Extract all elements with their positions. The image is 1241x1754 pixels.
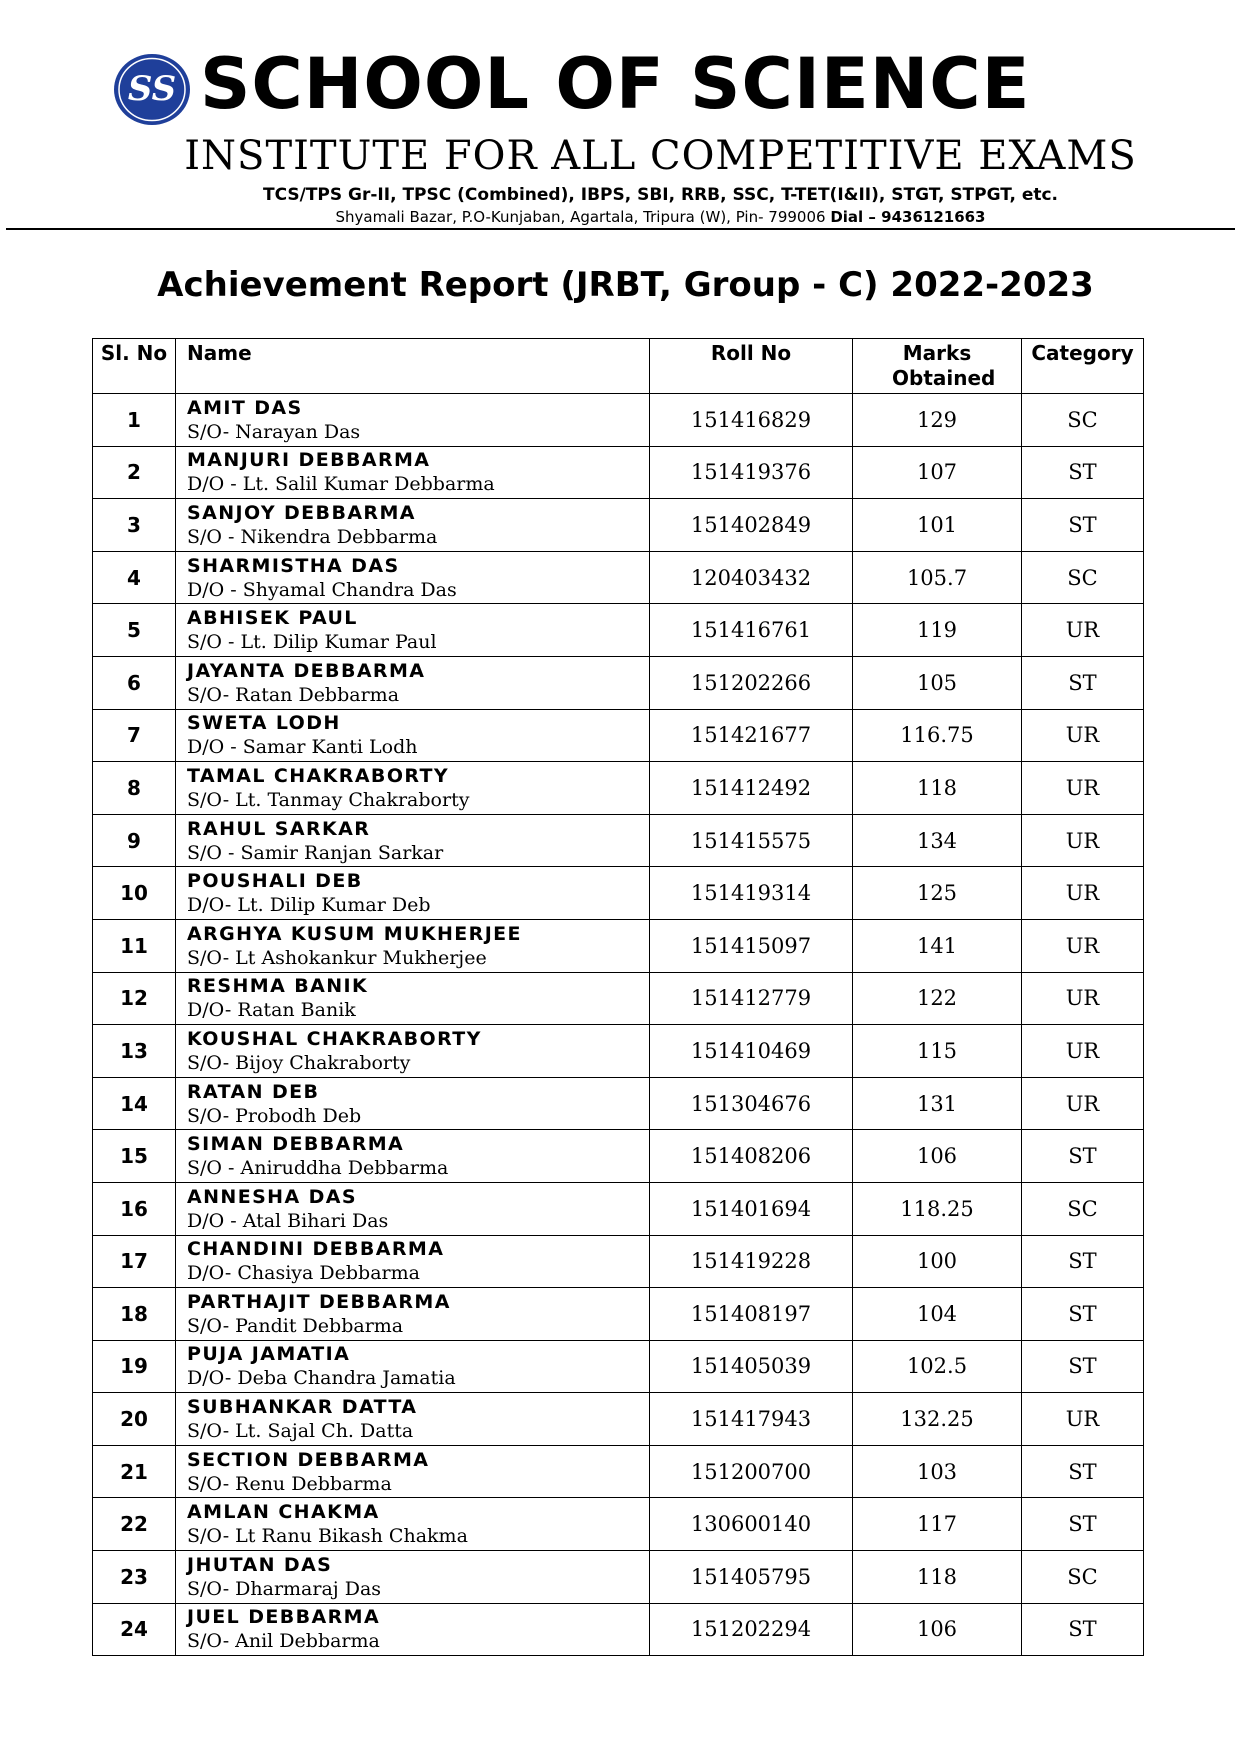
marks-obtained: 106 — [853, 1130, 1022, 1183]
parent-name: S/O - Samir Ranjan Sarkar — [187, 841, 444, 864]
roll-number: 151402849 — [650, 499, 853, 552]
marks-obtained: 101 — [853, 499, 1022, 552]
name-cell — [176, 972, 650, 1025]
name-cell — [176, 1182, 650, 1235]
serial-number: 5 — [93, 604, 176, 657]
name-cell — [176, 1025, 650, 1078]
roll-number: 151408206 — [650, 1130, 853, 1183]
candidate-name: RAHUL SARKAR — [187, 817, 371, 840]
parent-name: D/O - Samar Kanti Lodh — [187, 736, 418, 759]
candidate-name: AMIT DAS — [187, 396, 303, 419]
parent-name: S/O- Pandit Debbarma — [187, 1314, 404, 1337]
table-row — [93, 762, 1144, 815]
serial-number: 4 — [93, 551, 176, 604]
serial-number: 14 — [93, 1077, 176, 1130]
category: UR — [1022, 814, 1144, 867]
institute-tagline: INSTITUTE FOR ALL COMPETITIVE EXAMS — [184, 133, 1137, 179]
serial-number: 23 — [93, 1551, 176, 1604]
serial-number: 15 — [93, 1130, 176, 1183]
roll-number: 130600140 — [650, 1498, 853, 1551]
parent-name: S/O- Ratan Debbarma — [187, 683, 400, 706]
category: UR — [1022, 972, 1144, 1025]
category: ST — [1022, 499, 1144, 552]
name-cell — [176, 1603, 650, 1656]
parent-name: S/O- Anil Debbarma — [187, 1630, 380, 1653]
name-cell — [176, 499, 650, 552]
table-row — [93, 604, 1144, 657]
roll-number: 151417943 — [650, 1393, 853, 1446]
candidate-name: TAMAL CHAKRABORTY — [187, 764, 450, 787]
svg-text:SS: SS — [127, 69, 177, 109]
header-divider — [6, 228, 1235, 230]
marks-obtained: 125 — [853, 867, 1022, 920]
candidate-name: SWETA LODH — [187, 712, 341, 735]
column-header-marks — [853, 339, 1022, 394]
category: ST — [1022, 1130, 1144, 1183]
name-cell — [176, 656, 650, 709]
candidate-name: PUJA JAMATIA — [187, 1343, 351, 1366]
roll-number: 151416829 — [650, 394, 853, 447]
letterhead — [0, 0, 1241, 232]
serial-number: 22 — [93, 1498, 176, 1551]
parent-name: S/O- Lt Ranu Bikash Chakma — [187, 1525, 468, 1548]
table-row — [93, 499, 1144, 552]
roll-number: 151412492 — [650, 762, 853, 815]
column-header-name: Name — [176, 339, 650, 394]
candidate-name: JUEL DEBBARMA — [187, 1606, 381, 1629]
table-row — [93, 1235, 1144, 1288]
table-row — [93, 814, 1144, 867]
serial-number: 2 — [93, 446, 176, 499]
name-cell — [176, 1235, 650, 1288]
roll-number: 151304676 — [650, 1077, 853, 1130]
marks-obtained: 118 — [853, 1551, 1022, 1604]
roll-number: 120403432 — [650, 551, 853, 604]
category: ST — [1022, 446, 1144, 499]
serial-number: 21 — [93, 1445, 176, 1498]
roll-number: 151415575 — [650, 814, 853, 867]
parent-name: S/O - Aniruddha Debbarma — [187, 1157, 449, 1180]
serial-number: 13 — [93, 1025, 176, 1078]
table-row — [93, 394, 1144, 447]
candidate-name: AMLAN CHAKMA — [187, 1501, 380, 1524]
serial-number: 3 — [93, 499, 176, 552]
column-header-sl-no: Sl. No — [93, 339, 176, 394]
serial-number: 19 — [93, 1340, 176, 1393]
roll-number: 151419376 — [650, 446, 853, 499]
category: UR — [1022, 867, 1144, 920]
table-row — [93, 867, 1144, 920]
candidate-name: SECTION DEBBARMA — [187, 1448, 430, 1471]
parent-name: S/O- Lt. Tanmay Chakraborty — [187, 788, 470, 811]
table-body — [93, 394, 1144, 1656]
category: UR — [1022, 604, 1144, 657]
parent-name: S/O- Renu Debbarma — [187, 1472, 392, 1495]
parent-name: D/O- Lt. Dilip Kumar Deb — [187, 894, 431, 917]
table-row — [93, 1340, 1144, 1393]
roll-number: 151200700 — [650, 1445, 853, 1498]
name-cell — [176, 1393, 650, 1446]
table-row — [93, 656, 1144, 709]
roll-number: 151415097 — [650, 919, 853, 972]
parent-name: D/O - Atal Bihari Das — [187, 1209, 389, 1232]
parent-name: S/O- Bijoy Chakraborty — [187, 1051, 411, 1074]
serial-number: 11 — [93, 919, 176, 972]
candidate-name: ARGHYA KUSUM MUKHERJEE — [187, 922, 522, 945]
roll-number: 151202266 — [650, 656, 853, 709]
table-row — [93, 709, 1144, 762]
marks-obtained: 100 — [853, 1235, 1022, 1288]
candidate-name: RESHMA BANIK — [187, 975, 369, 998]
parent-name: S/O - Lt. Dilip Kumar Paul — [187, 631, 437, 654]
serial-number: 17 — [93, 1235, 176, 1288]
school-logo — [112, 52, 192, 127]
serial-number: 20 — [93, 1393, 176, 1446]
serial-number: 6 — [93, 656, 176, 709]
candidate-name: KOUSHAL CHAKRABORTY — [187, 1027, 482, 1050]
roll-number: 151202294 — [650, 1603, 853, 1656]
address: Shyamali Bazar, P.O-Kunjaban, Agartala, Tripura (W), Pin- 799006 — [335, 208, 826, 226]
name-cell — [176, 446, 650, 499]
parent-name: D/O- Deba Chandra Jamatia — [187, 1367, 456, 1390]
serial-number: 16 — [93, 1182, 176, 1235]
table-row — [93, 446, 1144, 499]
category: UR — [1022, 1077, 1144, 1130]
category: ST — [1022, 656, 1144, 709]
category: ST — [1022, 1445, 1144, 1498]
serial-number: 7 — [93, 709, 176, 762]
name-cell — [176, 551, 650, 604]
roll-number: 151416761 — [650, 604, 853, 657]
marks-obtained: 116.75 — [853, 709, 1022, 762]
candidate-name: CHANDINI DEBBARMA — [187, 1238, 445, 1261]
candidate-name: POUSHALI DEB — [187, 870, 363, 893]
category: UR — [1022, 762, 1144, 815]
roll-number: 151405795 — [650, 1551, 853, 1604]
exams-list: TCS/TPS Gr-II, TPSC (Combined), IBPS, SBI, RRB, SSC, T-TET(I&II), STGT, STPGT, etc. — [262, 185, 1059, 205]
marks-obtained: 134 — [853, 814, 1022, 867]
name-cell — [176, 1077, 650, 1130]
roll-number: 151421677 — [650, 709, 853, 762]
candidate-name: JHUTAN DAS — [187, 1553, 333, 1576]
school-name: SCHOOL OF SCIENCE — [200, 43, 1031, 125]
serial-number: 9 — [93, 814, 176, 867]
marks-obtained: 117 — [853, 1498, 1022, 1551]
name-cell — [176, 1498, 650, 1551]
category: UR — [1022, 709, 1144, 762]
marks-obtained: 115 — [853, 1025, 1022, 1078]
marks-obtained: 131 — [853, 1077, 1022, 1130]
roll-number: 151405039 — [650, 1340, 853, 1393]
parent-name: S/O- Lt Ashokankur Mukherjee — [187, 946, 487, 969]
parent-name: D/O- Ratan Banik — [187, 999, 356, 1022]
table-row — [93, 1393, 1144, 1446]
marks-obtained: 122 — [853, 972, 1022, 1025]
marks-obtained: 129 — [853, 394, 1022, 447]
marks-obtained: 102.5 — [853, 1340, 1022, 1393]
marks-obtained: 107 — [853, 446, 1022, 499]
candidate-name: MANJURI DEBBARMA — [187, 449, 431, 472]
table-row — [93, 1182, 1144, 1235]
marks-obtained: 118.25 — [853, 1182, 1022, 1235]
report-title: Achievement Report (JRBT, Group - C) 2022-2023 — [157, 265, 1094, 305]
category: UR — [1022, 919, 1144, 972]
marks-obtained: 106 — [853, 1603, 1022, 1656]
category: SC — [1022, 1551, 1144, 1604]
roll-number: 151419228 — [650, 1235, 853, 1288]
category: ST — [1022, 1498, 1144, 1551]
category: UR — [1022, 1393, 1144, 1446]
name-cell — [176, 1288, 650, 1341]
candidate-name: SIMAN DEBBARMA — [187, 1133, 405, 1156]
roll-number: 151401694 — [650, 1182, 853, 1235]
parent-name: S/O- Probodh Deb — [187, 1104, 362, 1127]
name-cell — [176, 814, 650, 867]
candidate-name: ABHISEK PAUL — [187, 607, 358, 630]
category: ST — [1022, 1340, 1144, 1393]
name-cell — [176, 1551, 650, 1604]
name-cell — [176, 1130, 650, 1183]
table-row — [93, 919, 1144, 972]
achievement-table — [92, 338, 1144, 1656]
roll-number: 151412779 — [650, 972, 853, 1025]
candidate-name: SUBHANKAR DATTA — [187, 1396, 418, 1419]
table-row — [93, 551, 1144, 604]
table-row — [93, 1077, 1144, 1130]
marks-obtained: 119 — [853, 604, 1022, 657]
serial-number: 8 — [93, 762, 176, 815]
roll-number: 151419314 — [650, 867, 853, 920]
candidate-name: SANJOY DEBBARMA — [187, 501, 416, 524]
name-cell — [176, 762, 650, 815]
column-header-category: Category — [1022, 339, 1144, 394]
marks-obtained: 141 — [853, 919, 1022, 972]
candidate-name: RATAN DEB — [187, 1080, 320, 1103]
category: SC — [1022, 394, 1144, 447]
candidate-name: PARTHAJIT DEBBARMA — [187, 1290, 451, 1313]
marks-obtained: 105 — [853, 656, 1022, 709]
serial-number: 10 — [93, 867, 176, 920]
marks-obtained: 118 — [853, 762, 1022, 815]
candidate-name: JAYANTA DEBBARMA — [187, 659, 426, 682]
serial-number: 24 — [93, 1603, 176, 1656]
table-row — [93, 1288, 1144, 1341]
marks-header-label: Marks Obtained — [892, 341, 996, 390]
category: SC — [1022, 551, 1144, 604]
roll-number: 151408197 — [650, 1288, 853, 1341]
parent-name: D/O - Shyamal Chandra Das — [187, 578, 457, 601]
category: UR — [1022, 1025, 1144, 1078]
serial-number: 1 — [93, 394, 176, 447]
parent-name: D/O - Lt. Salil Kumar Debbarma — [187, 473, 495, 496]
table-row — [93, 1603, 1144, 1656]
parent-name: S/O - Nikendra Debbarma — [187, 525, 438, 548]
candidate-name: SHARMISTHA DAS — [187, 554, 400, 577]
marks-obtained: 104 — [853, 1288, 1022, 1341]
column-header-roll-no: Roll No — [650, 339, 853, 394]
parent-name: S/O- Narayan Das — [187, 420, 361, 443]
table-row — [93, 972, 1144, 1025]
name-cell — [176, 1340, 650, 1393]
serial-number: 12 — [93, 972, 176, 1025]
name-cell — [176, 394, 650, 447]
marks-obtained: 105.7 — [853, 551, 1022, 604]
name-cell — [176, 867, 650, 920]
category: ST — [1022, 1603, 1144, 1656]
name-cell — [176, 709, 650, 762]
parent-name: D/O- Chasiya Debbarma — [187, 1262, 420, 1285]
name-cell — [176, 604, 650, 657]
name-cell — [176, 919, 650, 972]
table-row — [93, 1025, 1144, 1078]
serial-number: 18 — [93, 1288, 176, 1341]
table-row — [93, 1551, 1144, 1604]
dial-number: Dial – 9436121663 — [830, 208, 986, 226]
category: ST — [1022, 1235, 1144, 1288]
table-row — [93, 1445, 1144, 1498]
name-cell — [176, 1445, 650, 1498]
marks-obtained: 103 — [853, 1445, 1022, 1498]
parent-name: S/O- Lt. Sajal Ch. Datta — [187, 1420, 414, 1443]
marks-obtained: 132.25 — [853, 1393, 1022, 1446]
candidate-name: ANNESHA DAS — [187, 1185, 357, 1208]
address-line — [0, 207, 1241, 227]
parent-name: S/O- Dharmaraj Das — [187, 1577, 382, 1600]
table-header-row — [93, 339, 1144, 394]
roll-number: 151410469 — [650, 1025, 853, 1078]
category: ST — [1022, 1288, 1144, 1341]
table-row — [93, 1130, 1144, 1183]
category: SC — [1022, 1182, 1144, 1235]
table-row — [93, 1498, 1144, 1551]
